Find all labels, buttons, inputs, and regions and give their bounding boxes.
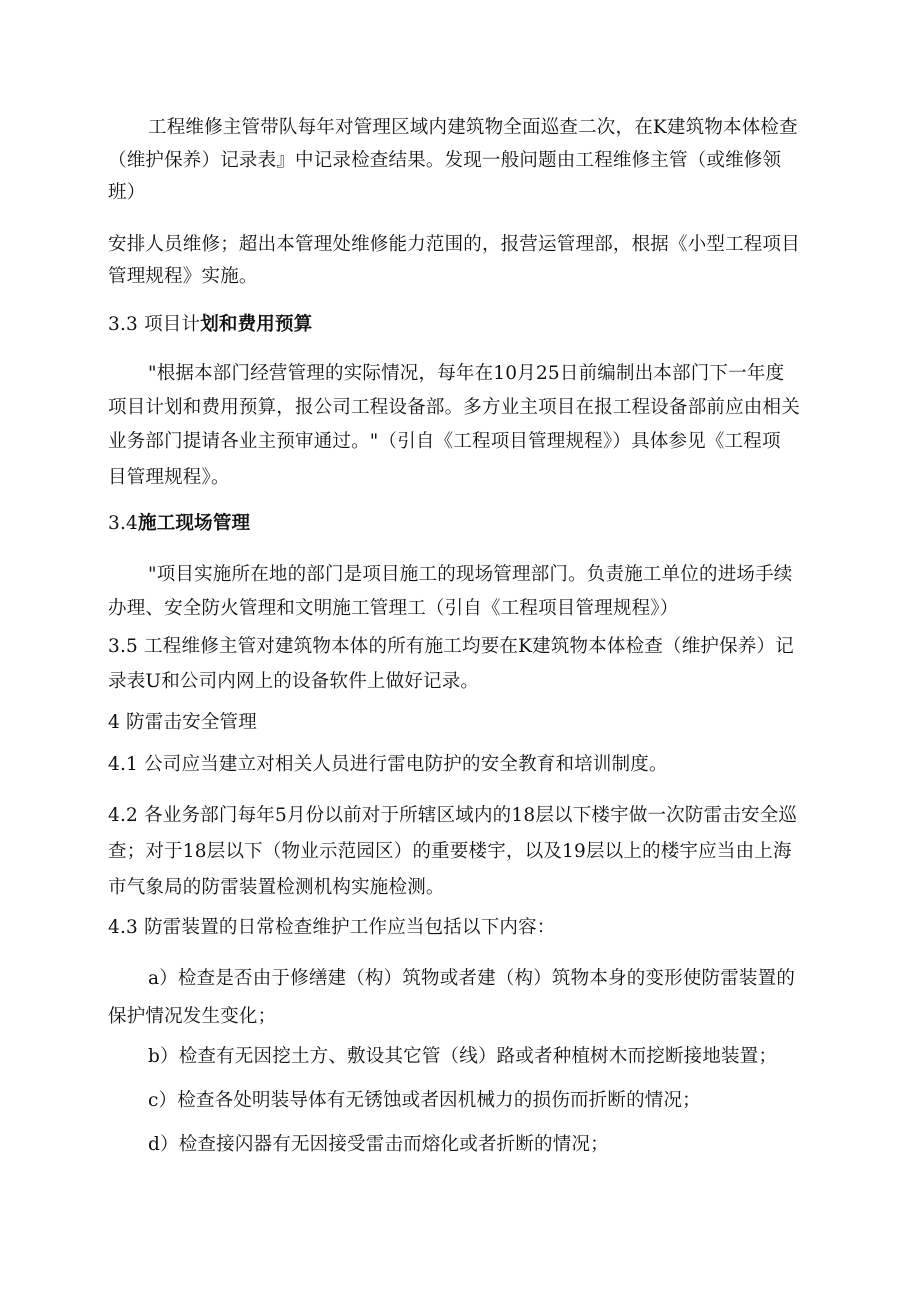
heading-number: 3.3 项目计 (108, 314, 201, 335)
paragraph-line: 4.3 防雷装置的日常检查维护工作应当包括以下内容： (108, 917, 556, 938)
heading-text: 划和费用预算 (200, 314, 313, 335)
paragraph-line: 项目计划和费用预算，报公司工程设备部。多方业主项目在报工程设备部前应由相关 (108, 397, 800, 418)
paragraph-line: 安排人员维修；超出本管理处维修能力范围的，报营运管理部，根据《小型工程项目 (108, 234, 800, 255)
paragraph-line: 办理、安全防火管理和文明施工管理工（引自《工程项目管理规程》） (108, 598, 679, 619)
paragraph-line: 查；对于18层以下（物业示范园区）的重要楼宇，以及19层以上的楼宇应当由上海 (108, 841, 792, 862)
paragraph-line: 4.2 各业务部门每年5月份以前对于所辖区域内的18层以下楼宇做一次防雷击安全巡 (108, 805, 798, 826)
paragraph-line: 管理规程》实施。 (108, 266, 258, 287)
list-item-d: d）检查接闪器有无因接受雷击而熔化或者折断的情况； (148, 1134, 609, 1155)
heading-text: 施工现场管理 (138, 513, 251, 534)
list-item-a-cont: 保护情况发生变化； (108, 1006, 277, 1027)
list-item-b: b）检查有无因挖土方、敷设其它管（线）路或者种植树木而挖断接地装置； (148, 1046, 778, 1067)
paragraph-line: 4.1 公司应当建立对相关人员进行雷电防护的安全教育和培训制度。 (108, 754, 668, 775)
paragraph-line: "根据本部门经营管理的实际情况，每年在10月25日前编制出本部门下一年度 (148, 363, 785, 384)
section-heading-3-4 (108, 512, 250, 536)
paragraph-line: "项目实施所在地的部门是项目施工的现场管理部门。负责施工单位的进场手续 (148, 564, 793, 585)
heading-number: 3.4 (108, 513, 139, 534)
paragraph-line: 业务部门提请各业主预审通过。"（引自《工程项目管理规程》）具体参见《工程项 (108, 431, 781, 452)
list-item-a: a）检查是否由于修缮建（构）筑物或者建（构）筑物本身的变形使防雷装置的 (148, 968, 796, 989)
paragraph-line: 录表U和公司内网上的设备软件上做好记录。 (108, 671, 480, 692)
paragraph-line: 市气象局的防雷装置检测机构实施检测。 (108, 877, 445, 898)
list-item-c: c）检查各处明装导体有无锈蚀或者因机械力的损伤而折断的情况； (148, 1090, 701, 1111)
paragraph-line: 3.5 工程维修主管对建筑物本体的所有施工均要在K建筑物本体检查（维护保养）记 (108, 636, 794, 657)
paragraph-line: 目管理规程》。 (108, 467, 230, 488)
section-heading-4: 4 防雷击安全管理 (108, 712, 257, 733)
paragraph-line: 班） (108, 182, 146, 203)
paragraph-line: （维护保养）记录表』中记录检查结果。发现一般问题由工程维修主管（或维修领 (108, 150, 782, 171)
section-heading-3-3 (108, 313, 312, 337)
paragraph-line: 工程维修主管带队每年对管理区域内建筑物全面巡查二次，在K建筑物本体检查 (148, 117, 798, 138)
